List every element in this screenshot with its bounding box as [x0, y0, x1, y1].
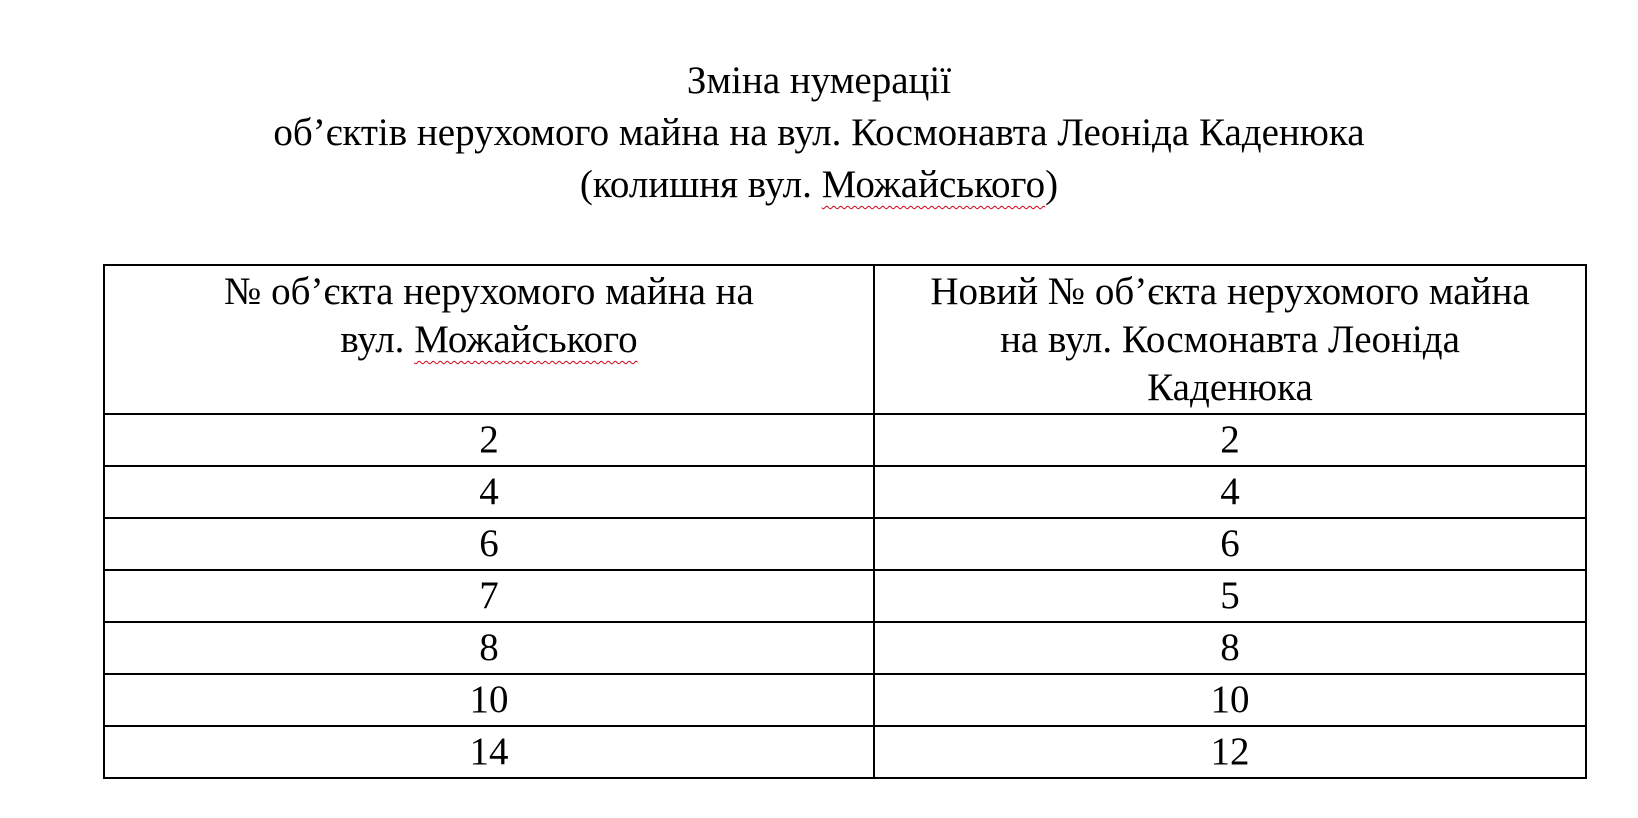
title-line-3-suffix: ) — [1045, 163, 1059, 206]
old-number-cell: 8 — [104, 622, 874, 674]
header-new-line-2: на вул. Космонавта Леоніда — [1000, 318, 1460, 361]
header-new-line-1: Новий № об’єкта нерухомого майна — [930, 270, 1530, 313]
new-number-cell: 6 — [874, 518, 1586, 570]
title-line-3-prefix: (колишня вул. — [579, 163, 822, 206]
header-old-number — [104, 265, 874, 414]
table-header-row — [104, 265, 1586, 414]
new-number-cell: 4 — [874, 466, 1586, 518]
new-number-cell: 8 — [874, 622, 1586, 674]
title-street-name: Можайського — [821, 163, 1046, 206]
header-old-line-1: № об’єкта нерухомого майна на — [224, 270, 754, 313]
new-number-cell: 2 — [874, 414, 1586, 466]
new-number-cell: 10 — [874, 674, 1586, 726]
old-number-cell: 10 — [104, 674, 874, 726]
new-number-cell: 5 — [874, 570, 1586, 622]
header-old-street-name: Можайського — [414, 318, 638, 361]
document-title — [0, 55, 1638, 211]
table-row — [104, 570, 1586, 622]
table-row — [104, 622, 1586, 674]
renumbering-table — [103, 264, 1587, 779]
old-number-cell: 7 — [104, 570, 874, 622]
table-row — [104, 518, 1586, 570]
header-old-line-2-prefix: вул. — [340, 318, 415, 361]
new-number-cell: 12 — [874, 726, 1586, 778]
table-row — [104, 466, 1586, 518]
header-new-number — [874, 265, 1586, 414]
table-row — [104, 674, 1586, 726]
table-row — [104, 414, 1586, 466]
old-number-cell: 6 — [104, 518, 874, 570]
title-line-2: об’єктів нерухомого майна на вул. Космонавта Леоніда Каденюка — [273, 111, 1365, 154]
title-line-3 — [0, 159, 1638, 211]
header-new-line-3: Каденюка — [1147, 366, 1313, 409]
old-number-cell: 4 — [104, 466, 874, 518]
table-row — [104, 726, 1586, 778]
header-old-line-2 — [105, 316, 873, 364]
old-number-cell: 14 — [104, 726, 874, 778]
title-line-1: Зміна нумерації — [686, 59, 952, 102]
old-number-cell: 2 — [104, 414, 874, 466]
